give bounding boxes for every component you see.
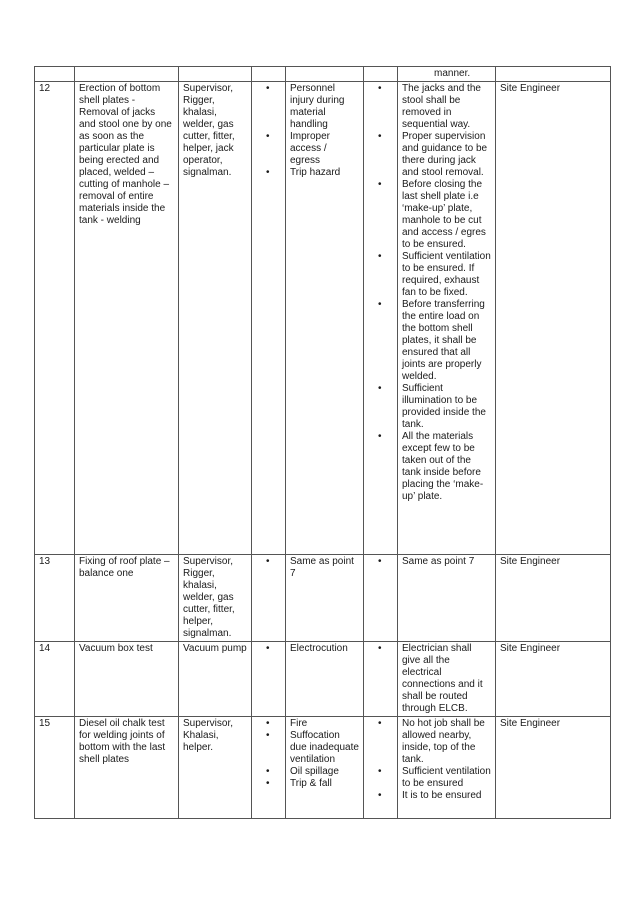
cell-persons: Vacuum pump xyxy=(179,642,252,717)
cell-activity: Fixing of roof plate – balance one xyxy=(75,555,179,642)
cell-persons: Supervisor, Rigger, khalasi, welder, gas cutter, fitter, helper, signalman. xyxy=(179,555,252,642)
cell-activity: Diesel oil chalk test for welding joints of bottom with the last shell plates xyxy=(75,717,179,819)
cell-responsible: Site Engineer xyxy=(496,555,611,642)
continuation-row xyxy=(35,67,611,82)
control-item: • Proper supervision and guidance to be there during jack and stool removal. xyxy=(402,131,491,179)
hazard-item: • Fire xyxy=(290,718,359,730)
control-list xyxy=(402,556,491,568)
cell-hazard-bullet xyxy=(252,67,286,82)
continuation-text: manner. xyxy=(434,68,471,79)
cell-hazards xyxy=(286,67,364,82)
cell-controls xyxy=(398,555,496,642)
hazard-item: • Personnel injury during material handling xyxy=(290,83,359,131)
hazard-item: • Electrocution xyxy=(290,643,359,655)
hazard-item: • Improper access / egress xyxy=(290,131,359,167)
control-item: • It is to be ensured xyxy=(402,790,491,802)
hazard-list xyxy=(290,643,359,655)
cell-no: 14 xyxy=(35,642,75,717)
cell-responsible: Site Engineer xyxy=(496,82,611,555)
cell-no xyxy=(35,67,75,82)
control-item: • Electrician shall give all the electrical connections and it shall be routed through ELCB. xyxy=(402,643,491,715)
hazard-item: • Oil spillage xyxy=(290,766,359,778)
control-list xyxy=(402,718,491,802)
cell-control-bullet xyxy=(364,67,398,82)
control-item: • Sufficient ventilation to be ensured. If required, exhaust fan to be fixed. xyxy=(402,251,491,299)
control-item: • Before transferring the entire load on the bottom shell plates, it shall be ensured that all joints are properly welded. xyxy=(402,299,491,383)
cell-hazards xyxy=(286,642,364,717)
cell-activity: Erection of bottom shell plates - Removal of jacks and stool one by one as soon as the particular plate is being erected and placed, welded – cutting of manhole – removal of entire materials inside the tank - welding xyxy=(75,82,179,555)
hazard-item: • Suffocation due inadequate ventilation xyxy=(290,730,359,766)
hazard-list xyxy=(290,83,359,179)
table-row xyxy=(35,642,611,717)
cell-controls xyxy=(398,67,496,82)
table-row xyxy=(35,82,611,555)
control-item: • Before closing the last shell plate i.e ‘make-up’ plate, manhole to be cut and access / egres to be ensured. xyxy=(402,179,491,251)
control-item: • The jacks and the stool shall be removed in sequential way. xyxy=(402,83,491,131)
hazard-item: • Trip & fall xyxy=(290,778,359,790)
cell-persons: Supervisor, Rigger, khalasi, welder, gas cutter, fitter, helper, jack operator, signalman. xyxy=(179,82,252,555)
control-list xyxy=(402,643,491,715)
cell-hazards xyxy=(286,555,364,642)
cell-controls xyxy=(398,717,496,819)
control-item: • No hot job shall be allowed nearby, inside, top of the tank. xyxy=(402,718,491,766)
cell-responsible xyxy=(496,67,611,82)
table-row xyxy=(35,555,611,642)
cell-activity: Vacuum box test xyxy=(75,642,179,717)
cell-no: 15 xyxy=(35,717,75,819)
cell-no: 12 xyxy=(35,82,75,555)
cell-controls xyxy=(398,82,496,555)
cell-controls xyxy=(398,642,496,717)
hazard-list xyxy=(290,556,359,580)
cell-responsible: Site Engineer xyxy=(496,717,611,819)
control-item: • Same as point 7 xyxy=(402,556,491,568)
cell-persons xyxy=(179,67,252,82)
control-item: • Sufficient illumination to be provided inside the tank. xyxy=(402,383,491,431)
hazard-item: • Same as point 7 xyxy=(290,556,359,580)
cell-no: 13 xyxy=(35,555,75,642)
cell-activity xyxy=(75,67,179,82)
cell-persons: Supervisor, Khalasi, helper. xyxy=(179,717,252,819)
control-item: • All the materials except few to be taken out of the tank inside before placing the ‘make-up’ plate. xyxy=(402,431,491,503)
control-list xyxy=(402,83,491,503)
table-row xyxy=(35,717,611,819)
control-item: • Sufficient ventilation to be ensured xyxy=(402,766,491,790)
cell-hazard-bullet xyxy=(252,82,286,555)
cell-control-bullet xyxy=(364,82,398,555)
cell-hazards xyxy=(286,82,364,555)
hazard-item: • Trip hazard xyxy=(290,167,359,179)
cell-hazards xyxy=(286,717,364,819)
cell-responsible: Site Engineer xyxy=(496,642,611,717)
risk-assessment-table xyxy=(34,66,611,819)
hazard-list xyxy=(290,718,359,790)
